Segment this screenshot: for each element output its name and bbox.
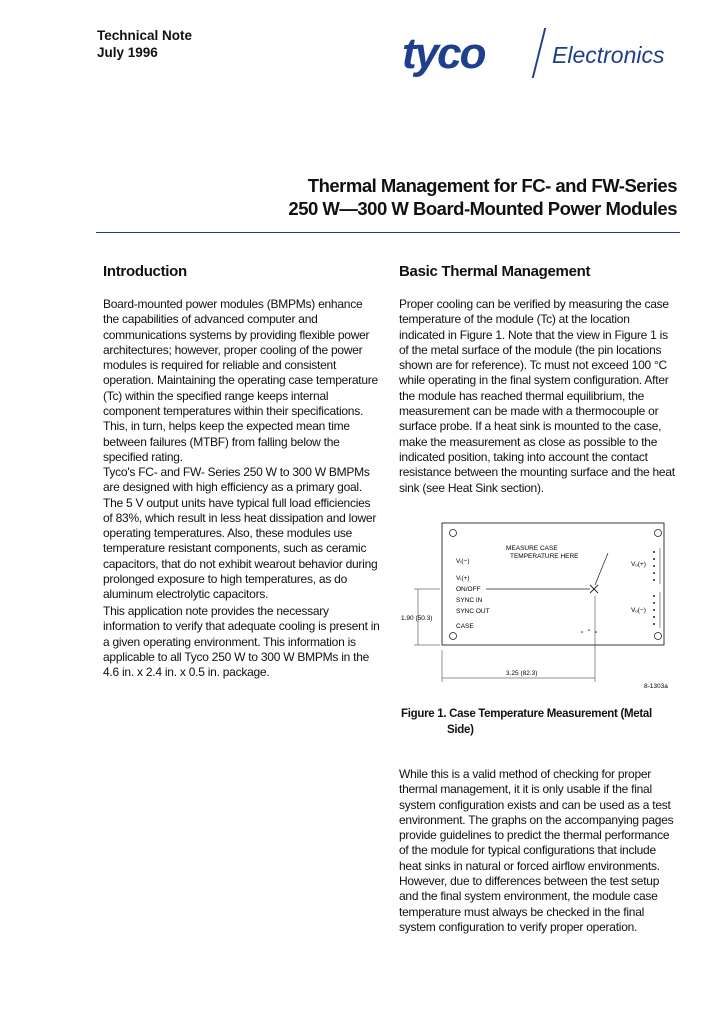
logo-division: Electronics [552, 42, 665, 68]
basic-paragraph-1: Proper cooling can be verified by measuring the case temperature of the module (Tc) at the location indicated in Figure 1. Note that the view in Figure 1 is of the metal surface of the module (the pin locations shown are for reference). Tc must not exceed 100 °C while operating in the final system configuration. After the module has reached thermal equilibrium, the measurement can be made with a thermocouple or surface probe. If a heat sink is mounted to the case, make the measurement as close as possible to the indicated position, taking into account the contact resistance between the mounting surface and the heat sink (see Heat Sink section). [399, 297, 675, 495]
document-type: Technical Note [97, 28, 193, 43]
document-header [97, 27, 192, 61]
intro-paragraph-1: Board-mounted power modules (BMPMs) enhance the capabilities of advanced computer and communications systems by providing flexible power architectures; however, proper cooling of the power modules is required for reliable and consistent operation. Maintaining the operating case temperature (Tc) within the specified range keeps internal component temperatures within their specifications. This, in turn, helps keep the expected mean time between failures (MTBF) from falling below the specified rating. [103, 297, 378, 464]
pin-label-case: CASE [456, 623, 474, 630]
introduction-heading: Introduction [103, 263, 187, 280]
figure-caption [401, 707, 652, 738]
height-dimension-label: 1.90 (50.3) [401, 615, 433, 622]
measure-label-1: MEASURE CASE [506, 545, 558, 552]
case-temperature-figure [398, 520, 678, 690]
pin-label-sync-in: SYNC IN [456, 597, 483, 604]
title-line-2: 250 W—300 W Board-Mounted Power Modules [288, 198, 677, 219]
basic-paragraph-2: While this is a valid method of checking for proper thermal management, it it is only usable if the final system configuration exists and can be used as a test environment. The graphs on the accompanying pages provide guidelines to predict the thermal performance of the module for typical configurations that include heat sinks in natural or forced airflow environments. However, due to differences between the test setup and the final system environment, the module case temperature must always be checked in the final system configuration to verify proper operation. [399, 767, 674, 934]
mounting-hole-icon [655, 633, 662, 640]
pin-label-on-off: ON/OFF [456, 586, 481, 593]
pin-label-sync-out: SYNC OUT [456, 608, 490, 615]
intro-paragraph-2: Tyco's FC- and FW- Series 250 W to 300 W BMPMs are designed with high efficiency as a primary goal. The 5 V output units have typical full load efficiencies of 83%, which result in less heat dissipation and lower operating temperatures. Also, these modules use temperature resistant components, such as ceramic capacitors, that do not exhibit wearout behavior during prolonged exposure to high temperatures, as do aluminum electrolytic capacitors. [103, 465, 378, 602]
mounting-hole-icon [450, 530, 457, 537]
figure-caption-line-1: Figure 1. Case Temperature Measurement (Metal [401, 708, 652, 720]
figure-caption-line-2: Side) [447, 723, 474, 736]
logo-brand: tyco [402, 29, 485, 78]
basic-thermal-heading: Basic Thermal Management [399, 263, 591, 280]
measure-label-2: TEMPERATURE HERE [510, 553, 579, 560]
pin-label-vo-pos: Vₒ(+) [631, 561, 646, 568]
width-dimension-label: 3.25 (82.3) [506, 670, 538, 677]
intro-paragraph-3: This application note provides the necessary information to verify that adequate cooling is present in a given operating environment. This information is applicable to all Tyco 250 W to 300 W BMPMs in the 4.6 in. x 2.4 in. x 0.5 in. package. [103, 604, 380, 680]
pin-label-vo-neg: Vₒ(−) [631, 607, 646, 614]
figure-id: 8-1303a [644, 683, 668, 690]
pin-label-vi-pos: Vᵢ(+) [456, 575, 470, 582]
mounting-hole-icon [450, 633, 457, 640]
page-title [288, 174, 677, 220]
tyco-electronics-logo [402, 28, 692, 80]
mounting-hole-icon [655, 530, 662, 537]
logo-divider [532, 28, 546, 78]
module-outline [442, 523, 664, 645]
title-rule [96, 232, 680, 233]
title-line-1: Thermal Management for FC- and FW-Series [307, 175, 677, 196]
document-date: July 1996 [97, 45, 158, 60]
measure-arrow [595, 553, 608, 585]
pin-label-vi-neg: Vᵢ(−) [456, 558, 470, 565]
